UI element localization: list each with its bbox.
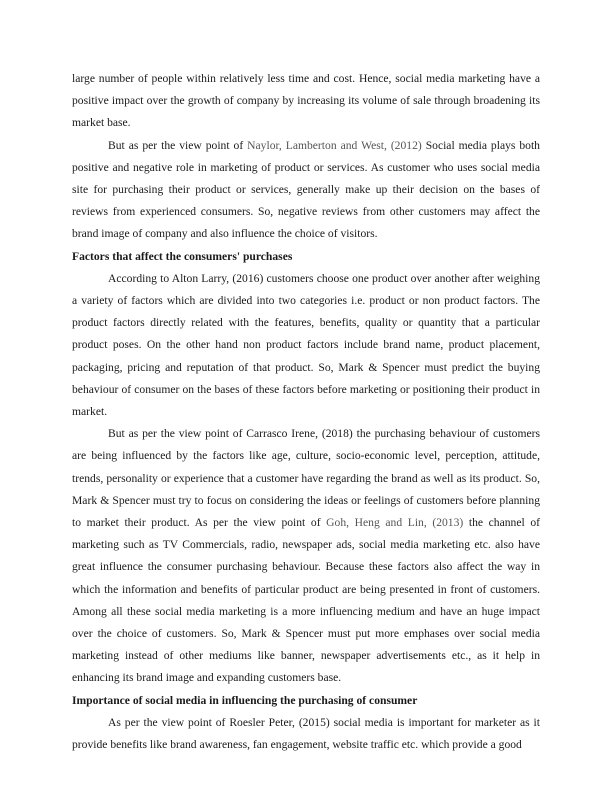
paragraph-1 — [72, 68, 540, 135]
paragraph-4-text-b: the channel of marketing such as TV Commercials, radio, newspaper ads, social media marketing etc. also have great influence the consumer purchasing behaviour. Because these factors also affect the way in which the information and benefits of particular product are being presented in front of customers. Among all these social media marketing is a more influencing medium and have an huge impact over the choice of customers. So, Mark & Spencer must put more emphases over social media marketing instead of other mediums like banner, newspaper advertisements etc., as it help in enhancing its brand image and expanding customers base. — [72, 516, 540, 685]
paragraph-2-text-a: But as per the view point of — [108, 138, 248, 152]
citation-goh: Goh, Heng and Lin, (2013) — [326, 516, 464, 530]
document-body — [72, 68, 540, 756]
citation-naylor: Naylor, Lamberton and West, (2012) — [247, 138, 422, 152]
paragraph-2-text-b: Social media plays both positive and negative role in marketing of product or services. As customer who uses social media site for purchasing their product or services, generally make up their decision on the bases of reviews from experienced consumers. So, negative reviews from other customers may affect the brand image of company and also influence the choice of visitors. — [72, 138, 540, 241]
paragraph-1-text: large number of people within relatively less time and cost. Hence, social media marketing have a positive impact over the growth of company by increasing its volume of sale through broadening its market base. — [72, 72, 540, 130]
paragraph-4-text-a: But as per the view point of Carrasco Irene, (2018) the purchasing behaviour of customers are being influenced by the factors like age, culture, socio-economic level, perception, attitude, trends, personality or experience that a customer have regarding the brand as well as its product. So, Mark & Spencer must try to focus on considering the ideas or feelings of customers before planning to market their product. As per the view point of — [72, 427, 540, 530]
heading-importance: Importance of social media in influencing the purchasing of consumer — [72, 693, 418, 707]
paragraph-5-text: As per the view point of Roesler Peter, (2015) social media is important for marketer as it provide benefits like brand awareness, fan engagement, website traffic etc. which provide a good — [72, 715, 540, 752]
paragraph-4 — [72, 423, 540, 689]
heading-factors: Factors that affect the consumers' purchases — [72, 249, 293, 263]
paragraph-2 — [72, 135, 540, 246]
paragraph-3 — [72, 268, 540, 423]
paragraph-3-text: According to Alton Larry, (2016) customers choose one product over another after weighing a variety of factors which are divided into two categories i.e. product or non product factors. The product factors directly related with the features, benefits, quality or quantity that a particular product poses. On the other hand non product factors include brand name, product placement, packaging, pricing and reputation of that product. So, Mark & Spencer must predict the buying behaviour of consumer on the bases of these factors before marketing or positioning their product in market. — [72, 271, 540, 419]
paragraph-5 — [72, 712, 540, 756]
